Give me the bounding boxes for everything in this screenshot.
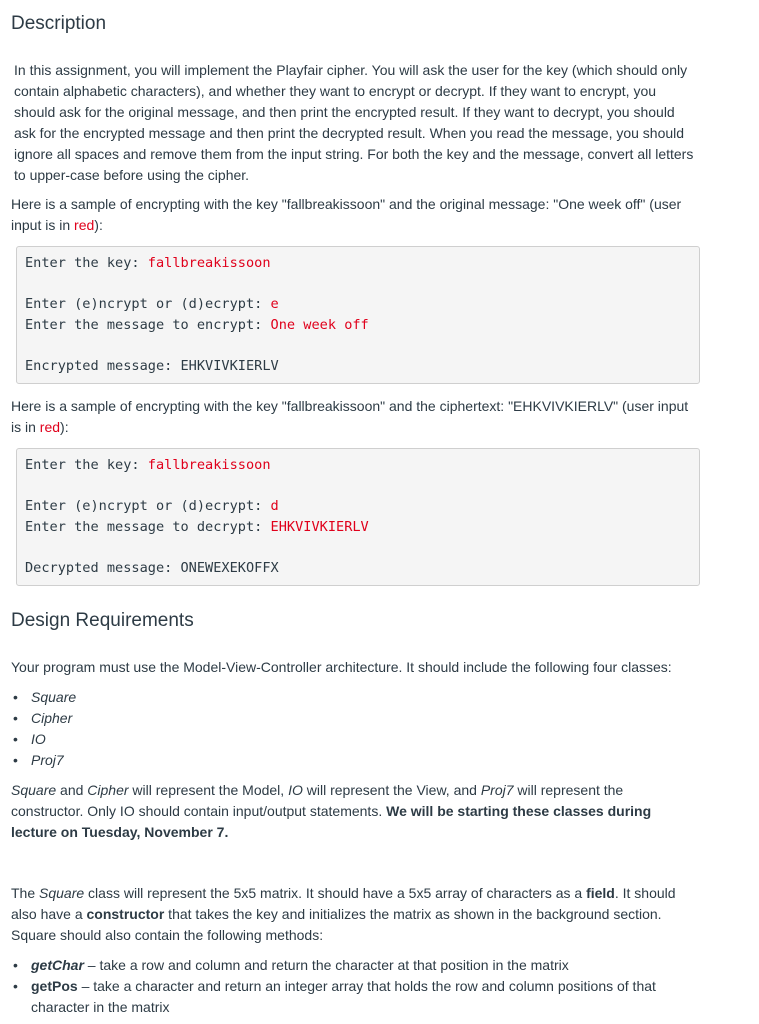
sample2-code-block [16, 448, 700, 586]
sample2-mode-line: Enter (e)ncrypt or (d)ecrypt: d [25, 498, 279, 515]
square-paragraph: The Square class will represent the 5x5 matrix. It should have a 5x5 array of characters as a field. It should also have a constructor that takes the key and initializes the matrix as shown in the background section. Square should also contain the following methods: [11, 885, 676, 943]
mvc-paragraph: Square and Cipher will represent the Model, IO will represent the View, and Proj7 will represent the constructor. Only IO should contain input/output statements. We will be starting these classes during lecture on Tuesday, November 7. [11, 782, 652, 840]
list-item: • IO [11, 729, 699, 750]
sample1-mode-line: Enter (e)ncrypt or (d)ecrypt: e [25, 296, 279, 313]
list-item: • getPos – take a character and return an integer array that holds the row and column positions of that character in the matrix [11, 976, 671, 1018]
intro-paragraph: In this assignment, you will implement the Playfair cipher. You will ask the user for the key (which should only contain alphabetic characters), and whether they want to encrypt or decrypt. If they want to encrypt, you should ask for the original message, and then print the encrypted result. If they want to decrypt, you should ask for the encrypted message and then print the decrypted result. When you read the message, you should ignore all spaces and remove them from the input string. For both the key and the message, convert all letters to upper-case before using the cipher. [14, 62, 694, 183]
class-list [11, 687, 699, 771]
design-intro: Your program must use the Model-View-Controller architecture. It should include the following four classes: [11, 659, 672, 675]
method-list [11, 955, 671, 1018]
list-item: • Proj7 [11, 750, 699, 771]
sample2-intro: Here is a sample of encrypting with the key "fallbreakissoon" and the ciphertext: "EHKVIVKIERLV" (user input is in red): [11, 398, 689, 435]
design-heading: Design Requirements [11, 610, 194, 631]
sample1-message-line: Enter the message to encrypt: One week off [25, 317, 369, 334]
sample1-code-block [16, 246, 700, 384]
sample1-result-line: Encrypted message: EHKVIVKIERLV [25, 358, 279, 375]
description-heading: Description [11, 13, 107, 34]
sample2-key-line: Enter the key: fallbreakissoon [25, 457, 271, 473]
sample2-result-line: Decrypted message: ONEWEXEKOFFX [25, 560, 279, 577]
red-word: red [39, 419, 61, 435]
sample2-message-line: Enter the message to decrypt: EHKVIVKIERLV [25, 519, 369, 536]
list-item: • Square [11, 687, 699, 708]
list-item: • Cipher [11, 708, 699, 729]
red-word: red [74, 217, 95, 233]
sample1-intro: Here is a sample of encrypting with the key "fallbreakissoon" and the original message: "One week off" (user input is in red): [11, 196, 682, 233]
sample1-key-line: Enter the key: fallbreakissoon [25, 255, 271, 271]
list-item: • getChar – take a row and column and return the character at that position in the matrix [11, 955, 671, 976]
